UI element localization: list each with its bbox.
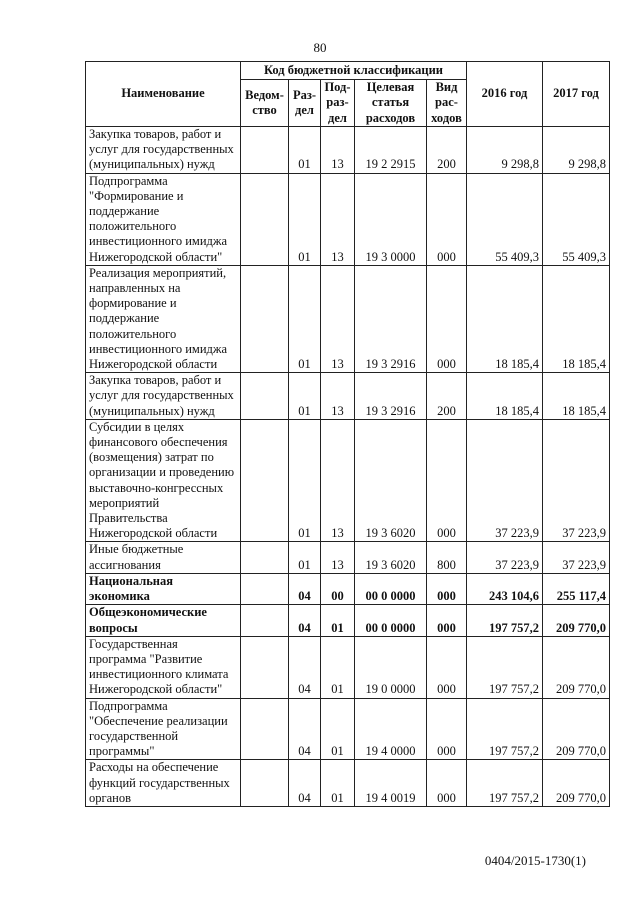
- row-razdel: 01: [289, 419, 321, 542]
- row-vedomstvo: [241, 127, 289, 174]
- row-amount-2017: 209 770,0: [543, 605, 610, 636]
- row-razdel: 01: [289, 173, 321, 265]
- row-vid: 000: [427, 605, 467, 636]
- row-vedomstvo: [241, 373, 289, 420]
- row-amount-2016: 37 223,9: [467, 419, 543, 542]
- row-target: 19 3 2916: [355, 373, 427, 420]
- row-podrazdel: 00: [321, 573, 355, 604]
- row-podrazdel: 13: [321, 265, 355, 372]
- row-target: 00 0 0000: [355, 573, 427, 604]
- row-razdel: 04: [289, 573, 321, 604]
- table-row: [86, 605, 610, 636]
- row-name: Иные бюджетные ассигнования: [86, 542, 241, 573]
- row-amount-2016: 37 223,9: [467, 542, 543, 573]
- row-amount-2016: 197 757,2: [467, 605, 543, 636]
- row-amount-2017: 209 770,0: [543, 760, 610, 807]
- row-amount-2017: 37 223,9: [543, 419, 610, 542]
- table-body: [86, 127, 610, 807]
- row-podrazdel: 13: [321, 419, 355, 542]
- row-amount-2016: 243 104,6: [467, 573, 543, 604]
- row-amount-2017: 255 117,4: [543, 573, 610, 604]
- row-name: Расходы на обеспечение функций государственных органов: [86, 760, 241, 807]
- row-vedomstvo: [241, 265, 289, 372]
- table-row: [86, 573, 610, 604]
- row-vid: 000: [427, 698, 467, 760]
- header-vid: Вид рас-ходов: [427, 80, 467, 127]
- row-target: 19 3 6020: [355, 419, 427, 542]
- row-podrazdel: 13: [321, 173, 355, 265]
- row-target: 19 0 0000: [355, 636, 427, 698]
- header-podrazdel: Под-раз-дел: [321, 80, 355, 127]
- header-name: Наименование: [86, 62, 241, 127]
- header-target: Целевая статья расходов: [355, 80, 427, 127]
- table-row: [86, 173, 610, 265]
- row-target: 19 3 0000: [355, 173, 427, 265]
- table-row: [86, 265, 610, 372]
- row-vedomstvo: [241, 698, 289, 760]
- row-vedomstvo: [241, 605, 289, 636]
- row-vedomstvo: [241, 636, 289, 698]
- row-vid: 200: [427, 373, 467, 420]
- header-code-group: Код бюджетной классификации: [241, 62, 467, 80]
- row-target: 19 3 6020: [355, 542, 427, 573]
- row-name: Общеэкономические вопросы: [86, 605, 241, 636]
- row-vid: 800: [427, 542, 467, 573]
- row-vid: 000: [427, 419, 467, 542]
- row-amount-2017: 9 298,8: [543, 127, 610, 174]
- row-razdel: 01: [289, 127, 321, 174]
- row-amount-2017: 209 770,0: [543, 636, 610, 698]
- row-amount-2016: 9 298,8: [467, 127, 543, 174]
- row-name: Национальная экономика: [86, 573, 241, 604]
- row-vid: 000: [427, 760, 467, 807]
- row-vedomstvo: [241, 542, 289, 573]
- row-amount-2016: 18 185,4: [467, 373, 543, 420]
- row-name: Закупка товаров, работ и услуг для государственных (муниципальных) нужд: [86, 373, 241, 420]
- row-target: 19 3 2916: [355, 265, 427, 372]
- row-name: Подпрограмма "Формирование и поддержание положительного инвестиционного имиджа Нижегородской области": [86, 173, 241, 265]
- row-vedomstvo: [241, 173, 289, 265]
- header-vedomstvo: Ведом-ство: [241, 80, 289, 127]
- row-name: Реализация мероприятий, направленных на формирование и поддержание положительного инвестиционного имиджа Нижегородской области: [86, 265, 241, 372]
- row-vid: 000: [427, 265, 467, 372]
- row-amount-2017: 209 770,0: [543, 698, 610, 760]
- row-vid: 000: [427, 173, 467, 265]
- page-number: 80: [313, 40, 327, 55]
- header-2016: 2016 год: [467, 62, 543, 127]
- row-target: 19 2 2915: [355, 127, 427, 174]
- row-razdel: 04: [289, 760, 321, 807]
- table-row: [86, 127, 610, 174]
- row-name: Государственная программа "Развитие инвестиционного климата Нижегородской области": [86, 636, 241, 698]
- row-razdel: 01: [289, 373, 321, 420]
- table-row: [86, 760, 610, 807]
- table-row: [86, 373, 610, 420]
- table-row: [86, 419, 610, 542]
- row-target: 00 0 0000: [355, 605, 427, 636]
- row-name: Подпрограмма "Обеспечение реализации государственной программы": [86, 698, 241, 760]
- document-code: 0404/2015-1730(1): [484, 853, 586, 868]
- row-amount-2017: 55 409,3: [543, 173, 610, 265]
- row-vid: 000: [427, 636, 467, 698]
- row-razdel: 01: [289, 542, 321, 573]
- row-vid: 000: [427, 573, 467, 604]
- row-podrazdel: 01: [321, 698, 355, 760]
- row-podrazdel: 01: [321, 605, 355, 636]
- row-amount-2016: 55 409,3: [467, 173, 543, 265]
- row-podrazdel: 13: [321, 127, 355, 174]
- row-amount-2016: 197 757,2: [467, 636, 543, 698]
- row-amount-2017: 18 185,4: [543, 373, 610, 420]
- row-vedomstvo: [241, 573, 289, 604]
- table-row: [86, 636, 610, 698]
- header-razdel: Раз-дел: [289, 80, 321, 127]
- row-podrazdel: 13: [321, 542, 355, 573]
- row-podrazdel: 01: [321, 636, 355, 698]
- row-amount-2016: 197 757,2: [467, 698, 543, 760]
- row-razdel: 04: [289, 636, 321, 698]
- budget-table: [85, 61, 610, 807]
- row-amount-2017: 37 223,9: [543, 542, 610, 573]
- row-name: Закупка товаров, работ и услуг для государственных (муниципальных) нужд: [86, 127, 241, 174]
- row-vedomstvo: [241, 419, 289, 542]
- row-amount-2016: 18 185,4: [467, 265, 543, 372]
- row-razdel: 04: [289, 698, 321, 760]
- row-vedomstvo: [241, 760, 289, 807]
- row-razdel: 04: [289, 605, 321, 636]
- row-target: 19 4 0019: [355, 760, 427, 807]
- row-target: 19 4 0000: [355, 698, 427, 760]
- row-name: Субсидии в целях финансового обеспечения (возмещения) затрат по организации и проведению выставочно-конгрессных мероприятий Правительства Нижегородской области: [86, 419, 241, 542]
- row-vid: 200: [427, 127, 467, 174]
- row-amount-2017: 18 185,4: [543, 265, 610, 372]
- table-row: [86, 698, 610, 760]
- table-row: [86, 542, 610, 573]
- row-razdel: 01: [289, 265, 321, 372]
- row-podrazdel: 13: [321, 373, 355, 420]
- row-podrazdel: 01: [321, 760, 355, 807]
- header-2017: 2017 год: [543, 62, 610, 127]
- row-amount-2016: 197 757,2: [467, 760, 543, 807]
